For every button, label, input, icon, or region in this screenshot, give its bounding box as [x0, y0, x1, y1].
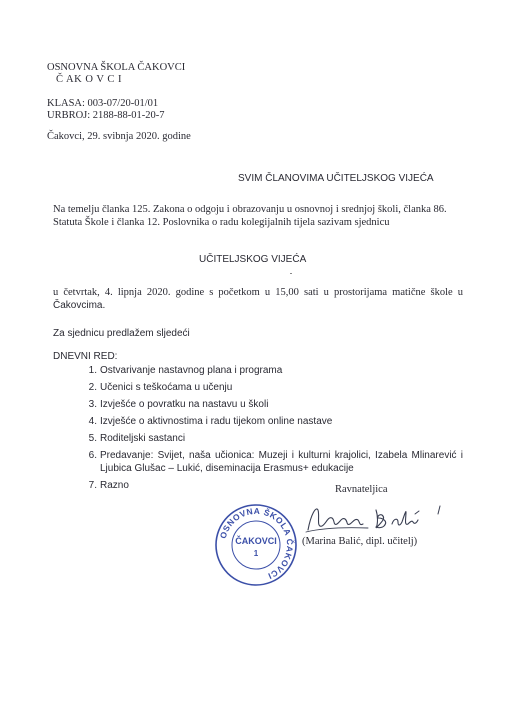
- school-name: OSNOVNA ŠKOLA ČAKOVCI: [47, 62, 186, 73]
- agenda-item: [88, 479, 463, 492]
- agenda-item-text: Izvješće o povratku na nastavu u školi: [100, 399, 269, 410]
- school-stamp: [214, 503, 298, 587]
- agenda-item-number: 7.: [88, 480, 97, 491]
- klasa: KLASA: 003-07/20-01/01: [47, 98, 159, 109]
- signature-name: (Marina Balić, dipl. učitelj): [302, 536, 418, 547]
- agenda-item-text: Učenici s teškoćama u učenju: [100, 382, 233, 393]
- agenda-item-number: 1.: [88, 365, 97, 376]
- agenda-item-text: Ostvarivanje nastavnog plana i programa: [100, 365, 283, 376]
- agenda-item-number: 4.: [88, 416, 97, 427]
- svg-text:ČAKOVCI: ČAKOVCI: [235, 536, 277, 546]
- stray-mark: [290, 273, 292, 274]
- agenda-item-text: Predavanje: Svijet, naša učionica: Muzeji i kulturni krajolici, Izabela Mlinarević i: [100, 450, 463, 461]
- session-info-line-1: u četvrtak, 4. lipnja 2020. godine s početkom u 15,00 sati u prostorijama matične škole u: [53, 287, 463, 298]
- agenda-item-text: Razno: [100, 480, 129, 491]
- agenda-item: [88, 415, 463, 428]
- intro-line-1: Na temelju članka 125. Zakona o odgoju i obrazovanju u osnovnoj i srednjoj školi, članka 86.: [53, 204, 447, 215]
- intro-line-2: Statuta Škole i članka 12. Poslovnika o radu kolegijalnih tijela sazivam sjednicu: [53, 217, 390, 228]
- agenda-item-text: Roditeljski sastanci: [100, 433, 186, 444]
- place-date: Čakovci, 29. svibnja 2020. godine: [47, 131, 191, 142]
- agenda-item: [88, 364, 463, 377]
- agenda-item-text: Izvješće o aktivnostima i radu tijekom online nastave: [100, 416, 333, 427]
- agenda-item: [88, 432, 463, 445]
- agenda-item-text-continued: Ljubica Glušac – Lukić, diseminacija Erasmus+ edukacije: [100, 463, 354, 474]
- handwritten-signature: [302, 502, 450, 534]
- session-title: UČITELJSKOG VIJEĆA: [199, 254, 307, 265]
- agenda-item: [88, 449, 463, 475]
- proposal-text: Za sjednicu predlažem sljedeći: [53, 328, 190, 339]
- urbroj: URBROJ: 2188-88-01-20-7: [47, 110, 165, 121]
- agenda-item: [88, 398, 463, 411]
- svg-text:1: 1: [253, 549, 259, 558]
- agenda-item-number: 6.: [88, 450, 97, 461]
- agenda-item-number: 3.: [88, 399, 97, 410]
- agenda-heading: DNEVNI RED:: [53, 351, 118, 362]
- agenda-item-number: 5.: [88, 433, 97, 444]
- addressee: SVIM ČLANOVIMA UČITELJSKOG VIJEĆA: [238, 173, 434, 184]
- agenda-list: [88, 364, 463, 492]
- signature-title: Ravnateljica: [335, 484, 388, 495]
- agenda-item: [88, 381, 463, 394]
- school-place: Č AK O V C I: [56, 74, 123, 85]
- svg-text:OSNOVNA ŠKOLA ČAKOVCI: OSNOVNA ŠKOLA ČAKOVCI: [217, 505, 296, 582]
- session-info-line-2: Čakovcima.: [53, 300, 106, 311]
- agenda-item-number: 2.: [88, 382, 97, 393]
